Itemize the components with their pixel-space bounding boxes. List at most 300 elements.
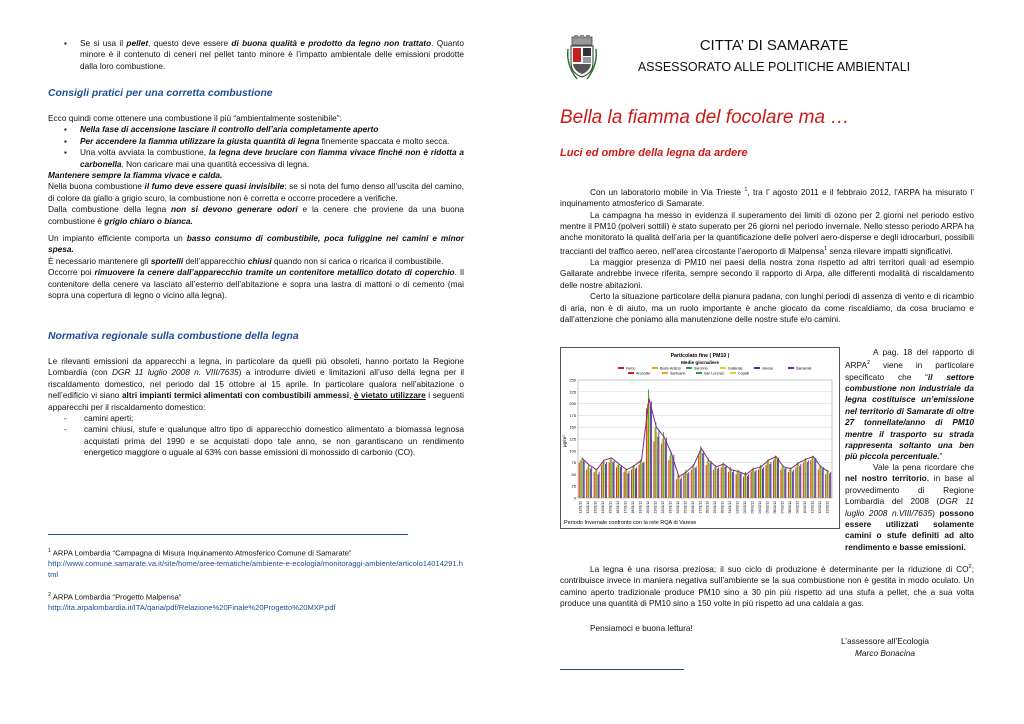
y-tick-label: 125 — [569, 436, 576, 442]
x-tick-label: 20/01/12 — [645, 501, 650, 514]
chart-bar — [747, 476, 748, 498]
chart-bar — [783, 467, 784, 498]
chart-bar — [694, 465, 695, 498]
normativa-section — [48, 356, 464, 459]
chart-bar — [815, 458, 816, 498]
chart-bar — [587, 467, 588, 498]
chart-bar — [781, 467, 782, 498]
chart-bar — [640, 461, 641, 498]
consigli-bullet-3: ▪ Una volta avviata la combustione, la legna deve bruciare con fiamma vivace finché non è ridotta a carbonella. Non caricare mai una quantità eccessiva di legna. — [48, 147, 464, 170]
divieto-item-2: - camini chiusi, stufe e qualunque altro tipo di apparecchio domestico alimentato a biomassa legnosa acquistati prima del 1990 e se acquistati dopo tale anno, se non garantiscano un rendimento energetico maggiore o uguale al 63% con basse emissioni di monossido di carbonio (CO). — [48, 424, 464, 458]
right-footnote-divider — [560, 669, 684, 670]
paragraph-pm10: La maggior presenza di PM10 nei paesi della nostra zona rispetto ad altri territori quali ad esempio Gallarate andrebbe invece riferita, sempre secondo il rapporto di Arpa, alle differenti modalità di riscaldamento delle nostre abitazioni. — [560, 256, 974, 290]
chart-bar — [812, 456, 813, 498]
chart-bar — [603, 460, 604, 498]
article-body-top — [560, 185, 974, 325]
chart-bar — [744, 473, 745, 498]
legend-swatch — [720, 367, 726, 369]
chart-bar — [678, 474, 679, 498]
x-tick-label: 27/01/12 — [698, 501, 703, 514]
chart-bar — [811, 457, 812, 498]
chart-bar — [636, 467, 637, 498]
x-tick-label: 30/01/12 — [720, 501, 725, 514]
chart-bar — [605, 464, 606, 498]
chart-bar — [632, 467, 633, 498]
chart-bar — [826, 472, 827, 498]
chart-subtitle: Medie giornaliere — [681, 360, 719, 365]
footnotes — [48, 546, 464, 614]
chart-bar — [756, 470, 757, 498]
chart-bar — [821, 466, 822, 498]
chart-caption: Periodo Invernale confronto con la rete RQA di Varese — [564, 520, 697, 526]
paragraph-sportelli: È necessario mantenere gli sportelli dell’apparecchio chiusi quando non si carica o ricarica il combustibile. — [48, 255, 444, 266]
legend-entry: Copelli — [738, 371, 749, 376]
legend-entry: Santuario — [670, 371, 686, 376]
x-tick-label: 06/02/12 — [772, 501, 777, 514]
chart-title: Particolato fine ( PM10 ) — [670, 353, 730, 359]
x-tick-label: 23/01/12 — [668, 501, 673, 514]
chart-bar — [687, 473, 688, 498]
chart-bar — [604, 461, 605, 498]
chart-bar — [814, 459, 815, 498]
chart-bar — [699, 451, 700, 498]
chart-bar — [825, 474, 826, 498]
chart-bar — [754, 469, 755, 498]
signature-role: L’assessore all’Ecologia — [840, 636, 930, 646]
y-tick-label: 0 — [573, 495, 576, 501]
x-tick-label: 15/01/12 — [608, 501, 613, 514]
consigli-section — [48, 113, 464, 302]
chart-bar — [745, 472, 746, 498]
chart-bar — [762, 469, 763, 498]
chart-bar — [778, 458, 779, 498]
y-tick-label: 150 — [569, 424, 576, 430]
chart-bar — [782, 465, 783, 498]
x-tick-label: 31/01/12 — [728, 501, 733, 514]
chart-bar — [707, 460, 708, 498]
x-tick-label: 25/01/12 — [683, 501, 688, 514]
chart-bar — [618, 464, 619, 498]
legend-entry: Busto Arsizio — [660, 366, 681, 371]
legend-swatch — [730, 372, 736, 374]
chart-bar — [616, 467, 617, 498]
legend-entry: Varese — [762, 366, 774, 371]
x-tick-label: 19/01/12 — [638, 501, 643, 514]
consigli-bullet-2: ▪ Per accendere la fiamma utilizzare la giusta quantità di legna finemente spaccata e molto secca. — [48, 136, 464, 147]
chart-bar — [621, 466, 622, 498]
chart-bar — [601, 465, 602, 498]
consigli-lead: Ecco quindi come ottenere una combustione il più “ambientalmente sostenibile”: — [48, 113, 342, 123]
chart-bar — [797, 462, 798, 498]
legend-swatch — [754, 367, 760, 369]
chart-bar — [774, 457, 775, 498]
chart-bar — [688, 472, 689, 498]
chart-bar — [611, 458, 612, 498]
x-tick-label: 11/02/12 — [810, 501, 815, 514]
article-subtitle: Luci ed ombre della legna da ardere — [560, 147, 748, 159]
legend-swatch — [628, 372, 634, 374]
x-tick-label: 02/02/12 — [743, 501, 748, 514]
legend-swatch — [652, 367, 658, 369]
chart-bar — [775, 456, 776, 498]
chart-bar — [588, 465, 589, 498]
x-tick-label: 12/01/12 — [586, 501, 591, 514]
chart-bar — [813, 456, 814, 498]
chart-bar — [721, 467, 722, 498]
chart-bar — [706, 465, 707, 498]
chart-bar — [627, 471, 628, 498]
chart-bar — [748, 474, 749, 498]
chart-bar — [620, 467, 621, 498]
chart-bar — [795, 467, 796, 498]
legend-entry: Samarate — [796, 366, 812, 371]
chart-bar — [760, 465, 761, 498]
chart-bar — [628, 473, 629, 498]
chart-bar — [733, 470, 734, 498]
intro-pellet-bullet: ▪ Se si usa il pellet, questo deve essere di buona qualità e prodotto da legno non trattato. Quanto minore è il contenuto di ceneri nel pellet tanto minore è l’impatto ambientale delle emissioni prodotte dalla loro combustione. — [48, 38, 464, 72]
chart-bar — [810, 460, 811, 498]
chart-bar — [793, 470, 794, 498]
chart-bar — [642, 460, 643, 498]
chart-bar — [631, 470, 632, 498]
chart-bar — [598, 474, 599, 498]
chart-bar — [732, 472, 733, 498]
chart-bar — [709, 460, 710, 498]
chart-bar — [788, 472, 789, 498]
chart-bar — [758, 470, 759, 498]
chart-bar — [796, 464, 797, 498]
chart-bar — [770, 462, 771, 498]
legend-swatch — [686, 367, 692, 369]
consigli-bullet-1: ▪ Nella fase di accensione lasciare il controllo dell’aria completamente aperto — [48, 124, 464, 135]
chart-bar — [612, 460, 613, 498]
chart-bar — [716, 466, 717, 498]
chart-bar — [584, 461, 585, 498]
chart-bar — [695, 468, 696, 498]
legend-entry: Arconate — [636, 371, 651, 376]
chart-bar — [654, 427, 655, 498]
chart-bar — [691, 470, 692, 498]
chart-bar — [664, 437, 665, 498]
chart-bar — [729, 469, 730, 498]
chart-bar — [624, 472, 625, 498]
chart-bar — [768, 459, 769, 498]
y-tick-label: 75 — [571, 460, 576, 466]
chart-bar — [820, 465, 821, 498]
chart-bar — [614, 461, 615, 498]
chart-bar — [800, 464, 801, 498]
chart-bar — [642, 463, 643, 498]
chart-bar — [763, 467, 764, 498]
chart-bar — [662, 439, 663, 498]
chart-bar — [759, 467, 760, 498]
chart-bar — [761, 466, 762, 498]
chart-bar — [701, 450, 702, 498]
chart-bar — [784, 469, 785, 498]
x-tick-label: 29/01/12 — [713, 501, 718, 514]
normativa-heading: Normativa regionale sulla combustione della legna — [48, 331, 299, 342]
x-tick-label: 14/01/12 — [601, 501, 606, 514]
chart-bar — [589, 466, 590, 498]
chart-bar — [776, 456, 777, 498]
chart-bar — [665, 441, 666, 498]
x-tick-label: 10/02/12 — [802, 501, 807, 514]
legend-entry: Ferno — [626, 366, 636, 371]
chart-bar — [805, 458, 806, 498]
x-tick-label: 21/01/12 — [653, 501, 658, 514]
chart-bar — [581, 459, 582, 498]
chart-bar — [619, 465, 620, 498]
chart-bar — [740, 473, 741, 498]
chart-bar — [822, 469, 823, 498]
chart-bar — [656, 432, 657, 498]
chart-bar — [671, 453, 672, 498]
town-name: CITTA’ DI SAMARATE — [699, 37, 849, 54]
chart-bar — [669, 456, 670, 498]
chart-bar — [666, 438, 667, 498]
x-tick-label: 03/02/12 — [750, 501, 755, 514]
chart-bar — [718, 467, 719, 498]
chart-bar — [676, 479, 677, 498]
chart-bar — [717, 469, 718, 498]
x-tick-label: 04/02/12 — [758, 501, 763, 514]
chart-y-label: µg/m³ — [562, 435, 567, 447]
chart-bar — [650, 406, 651, 498]
chart-bar — [625, 470, 626, 498]
chart-bar — [769, 464, 770, 498]
chart-bar — [714, 467, 715, 498]
x-tick-label: 05/02/12 — [765, 501, 770, 514]
chart-bar — [594, 472, 595, 498]
chart-bar — [657, 437, 658, 498]
article-title: Bella la fiamma del focolare ma … — [560, 107, 850, 128]
y-tick-label: 100 — [569, 448, 576, 454]
chart-bar — [679, 477, 680, 498]
chart-bar — [672, 458, 673, 498]
chart-bar — [700, 446, 701, 498]
chart-bar — [823, 467, 824, 498]
x-tick-label: 07/02/12 — [780, 501, 785, 514]
chart-bar — [595, 471, 596, 498]
footnote-divider — [48, 534, 408, 535]
x-tick-label: 22/01/12 — [660, 501, 665, 514]
chart-bar — [653, 441, 654, 498]
chart-bar — [715, 465, 716, 498]
paragraph-fumo: Nella buona combustione il fumo deve essere quasi invisibile: se si nota del fumo denso all’uscita del camino, di colore da giallo a grigio scuro, la combustione non è corretta e occorre procedere a verifiche. — [48, 181, 464, 203]
closing-line: Pensiamoci e buona lettura! — [590, 623, 693, 634]
chart-bar — [683, 474, 684, 498]
chart-bar — [773, 460, 774, 498]
chart-bar — [818, 470, 819, 498]
chart-bar — [661, 444, 662, 498]
legend-swatch — [788, 367, 794, 369]
chart-bar — [692, 466, 693, 498]
chart-bar — [736, 474, 737, 498]
chart-bar — [791, 469, 792, 498]
chart-bar — [798, 463, 799, 498]
office-name: ASSESSORATO ALLE POLITICHE AMBIENTALI — [637, 60, 911, 74]
chart-bar — [677, 475, 678, 498]
footnote-1: $^1$ ARPA Lombardia “Campagna di Misura Inquinamento Atmosferico Comune di Samarate” — [48, 548, 352, 558]
y-tick-label: 225 — [569, 389, 576, 395]
chart-bar — [651, 401, 652, 498]
legend-entry: San Lorenzo — [704, 371, 725, 376]
chart-bar — [746, 474, 747, 498]
chart-bar — [806, 459, 807, 498]
chart-bar — [785, 468, 786, 498]
chart-bar — [792, 472, 793, 498]
paragraph-impianto: Un impianto efficiente comporta un basso consumo di combustibile, poca fuliggine nei camini e minor spesa. — [48, 233, 464, 255]
chart-bar — [711, 461, 712, 498]
x-tick-label: 26/01/12 — [690, 501, 695, 514]
chart-bar — [597, 470, 598, 498]
chart-bar — [755, 472, 756, 498]
x-tick-label: 13/02/12 — [825, 501, 830, 514]
y-tick-label: 175 — [569, 412, 576, 418]
chart-bar — [780, 470, 781, 498]
chart-bar — [726, 465, 727, 498]
chart-bar — [804, 460, 805, 498]
chart-bar — [777, 459, 778, 498]
paragraph-campagna: La campagna ha messo in evidenza il superamento dei limiti di ozono per 2 giorni nel periodo estivo mentre il PM10 (polveri sottili) è stato superato per 26 giorni nel periodo invernale. Nello stesso periodo ARPA ha anche monitorato la qualità dell’aria per la quantificazione delle polveri aero-disperse e degli idrocarburi, possibili traccianti del traffico aereo, nell’area circostante l’aeroporto di Malpensa$^1$ senza rilevare impatti significativi. — [560, 209, 974, 256]
paragraph-pianura: Certo la situazione particolare della pianura padana, con lunghi periodi di assenza di vento e di ricambio di aria, non è di aiuto, ma un ruolo importante è anche giocato da come riscaldiamo, da cosa bruciamo e dall’attenzione che poniamo alla manutenzione delle nostre stufe e/o camini. — [560, 291, 974, 324]
x-tick-label: 13/01/12 — [593, 501, 598, 514]
paragraph-risorsa: La legna è una risorsa preziosa; il suo ciclo di produzione è determinante per la riduzione di $CO^2$; contribuisce invece in maniera negativa sull’ambiente se la sua combustione non è gestita in modo oculato. Un camino aperto tradizionale produce PM10 sino a 30 pin più rispetto ad una stufa a pellet, che a sua volta produce una quantità di PM10 sino a 150 volte in più rispetto ad una caldaia a gas. — [560, 563, 974, 608]
legend-swatch — [696, 372, 702, 374]
chart-bar — [639, 465, 640, 498]
chart-bar — [663, 432, 664, 498]
y-tick-label: 200 — [569, 401, 576, 407]
chart-bar — [741, 472, 742, 498]
chart-bar — [725, 467, 726, 498]
chart-bar — [730, 467, 731, 498]
chart-bar — [609, 463, 610, 498]
chart-bar — [641, 459, 642, 498]
x-tick-label: 24/01/12 — [675, 501, 680, 514]
y-tick-label: 50 — [571, 471, 576, 477]
footnote-2: $^2$ ARPA Lombardia “Progetto Malpensa” — [48, 592, 182, 602]
footnote-2-link[interactable]: http://ita.arpalombardia.it/ITA/qaria/pdf/Relazione%20Finale%20Progetto%20MXP.pdf — [48, 603, 336, 613]
chart-bar — [830, 472, 831, 498]
chart-bar — [723, 463, 724, 498]
chart-bar — [739, 471, 740, 498]
consigli-heading: Consigli pratici per una corretta combustione — [48, 88, 273, 99]
chart-bar — [610, 459, 611, 498]
chart-bar — [752, 470, 753, 498]
chart-bar — [753, 467, 754, 498]
chart-bar — [681, 477, 682, 498]
chart-bar — [643, 462, 644, 498]
chart-bar — [591, 467, 592, 498]
fiamma-vivace-note: Mantenere sempre la fiamma vivace e calda. — [48, 170, 223, 181]
chart-bar — [790, 467, 791, 498]
chart-bar — [698, 456, 699, 498]
chart-bar — [819, 467, 820, 498]
chart-bar — [596, 469, 597, 498]
chart-bar — [766, 465, 767, 498]
x-tick-label: 17/01/12 — [623, 501, 628, 514]
chart-bar — [606, 462, 607, 498]
chart-bar — [599, 472, 600, 498]
chart-bar — [722, 465, 723, 498]
legend-entry: Gallarate — [728, 366, 743, 371]
chart-bar — [617, 465, 618, 498]
paragraph-normativa: Le rilevanti emissioni da apparecchi a legna, in particolare da quelli più obsoleti, hanno portato la Regione Lombardia (con DGR 11 luglio 2008 n. VIII/7635) a introdurre divieti e limitazioni all’uso della legna per il riscaldamento domestico, nel periodo dal 15 ottobre al 15 aprile. In particolare qualora nell’abitazione o nell’edificio vi siano altri impianti termici alimentati con combustibili ammessi, è vietato utilizzare i seguenti apparecchi per il riscaldamento domestico: — [48, 356, 464, 412]
legend-entry: Saronno — [694, 366, 708, 371]
chart-bar — [590, 469, 591, 498]
chart-bar — [684, 472, 685, 498]
x-tick-label: 11/01/12 — [578, 501, 583, 514]
chart-bar — [789, 470, 790, 498]
legend-swatch — [618, 367, 624, 369]
x-tick-label: 28/01/12 — [705, 501, 710, 514]
chart-bar — [769, 460, 770, 498]
chart-bar — [633, 465, 634, 498]
chart-bar — [658, 430, 659, 498]
chart-bar — [738, 470, 739, 498]
y-tick-label: 250 — [569, 377, 576, 383]
article-body-bottom — [560, 562, 974, 635]
chart-bar — [829, 473, 830, 498]
chart-bar — [828, 471, 829, 498]
chart-bar — [693, 464, 694, 498]
x-tick-label: 01/02/12 — [735, 501, 740, 514]
chart-bar — [702, 453, 703, 498]
chart-bar — [724, 464, 725, 498]
chart-bar — [731, 470, 732, 498]
x-tick-label: 18/01/12 — [631, 501, 636, 514]
chart-bar — [803, 463, 804, 498]
sidebar-territorio: Vale la pena ricordare che nel nostro territorio, in base al provvedimento di Regione Lombardia del 2008 (DGR 11 luglio 2008 n.VIII/7635) possono essere utilizzati solamente camini o stufe definiti ad alto rendimento e basse emissioni. — [845, 462, 974, 552]
chart-bar — [635, 469, 636, 498]
y-tick-label: 25 — [571, 483, 576, 489]
divieto-item-1: - camini aperti; — [48, 413, 464, 424]
chart-bar — [613, 462, 614, 498]
paragraph-odori: Dalla combustione della legna non si devono generare odori e la cenere che proviene da una buona combustione è grigio chiaro o bianca. — [48, 204, 464, 226]
footnote-1-link[interactable]: http://www.comune.samarate.va.it/site/home/aree-tematiche/ambiente-e-ecologia/monitoraggi-ambiente/articolo14014291.html — [48, 559, 463, 579]
paragraph-laboratorio: Con un laboratorio mobile in Via Trieste $^1$, tra l’ agosto 2011 e il febbraio 2012, l’ARPA ha misurato l’ inquinamento atmosferico di Samarate. — [560, 186, 975, 209]
chart-bar — [708, 458, 709, 498]
chart-bar — [680, 479, 681, 498]
chart-bar — [767, 461, 768, 498]
chart-bar — [655, 422, 656, 498]
x-tick-label: 09/02/12 — [795, 501, 800, 514]
chart-bar — [686, 471, 687, 498]
signature-name: Marco Bonacina — [855, 648, 915, 658]
chart-bar — [808, 460, 809, 498]
chart-bar — [579, 463, 580, 498]
chart-bar — [668, 460, 669, 498]
x-tick-label: 08/02/12 — [787, 501, 792, 514]
chart-bar — [827, 470, 828, 498]
x-tick-label: 12/02/12 — [817, 501, 822, 514]
chart-bar — [737, 472, 738, 498]
chart-bar — [696, 466, 697, 498]
chart-bar — [586, 470, 587, 498]
pm10-chart — [560, 347, 840, 529]
chart-bar — [626, 469, 627, 498]
chart-bar — [634, 466, 635, 498]
chart-bar — [728, 472, 729, 498]
chart-bar — [685, 470, 686, 498]
legend-swatch — [662, 372, 668, 374]
chart-bar — [807, 462, 808, 498]
chart-bar — [751, 472, 752, 498]
chart-bar — [649, 397, 650, 498]
sidebar-arpa-quote: A pag. 18 del rapporto di ARPA$^2$ viene in particolare specificato che “il settore combustione non industriale da legna costituisce un’emissione nel territorio di Samarate di oltre 27 tonnellate/anno di PM10 mentre il trasporto su strada rappresenta soltanto una ben più piccola percentuale.” — [845, 347, 974, 462]
chart-bar — [703, 451, 704, 498]
paragraph-cenere: Occorre poi rimuovere la cenere dall’apparecchio tramite un contenitore metallico dotato di coperchio. Il contenitore della cenere va lasciato all’esterno dell’abitazione e sopra una lastra di mattoni o di cemento (mai sopra una copertura di legno o vicino alla legna). — [48, 267, 464, 301]
